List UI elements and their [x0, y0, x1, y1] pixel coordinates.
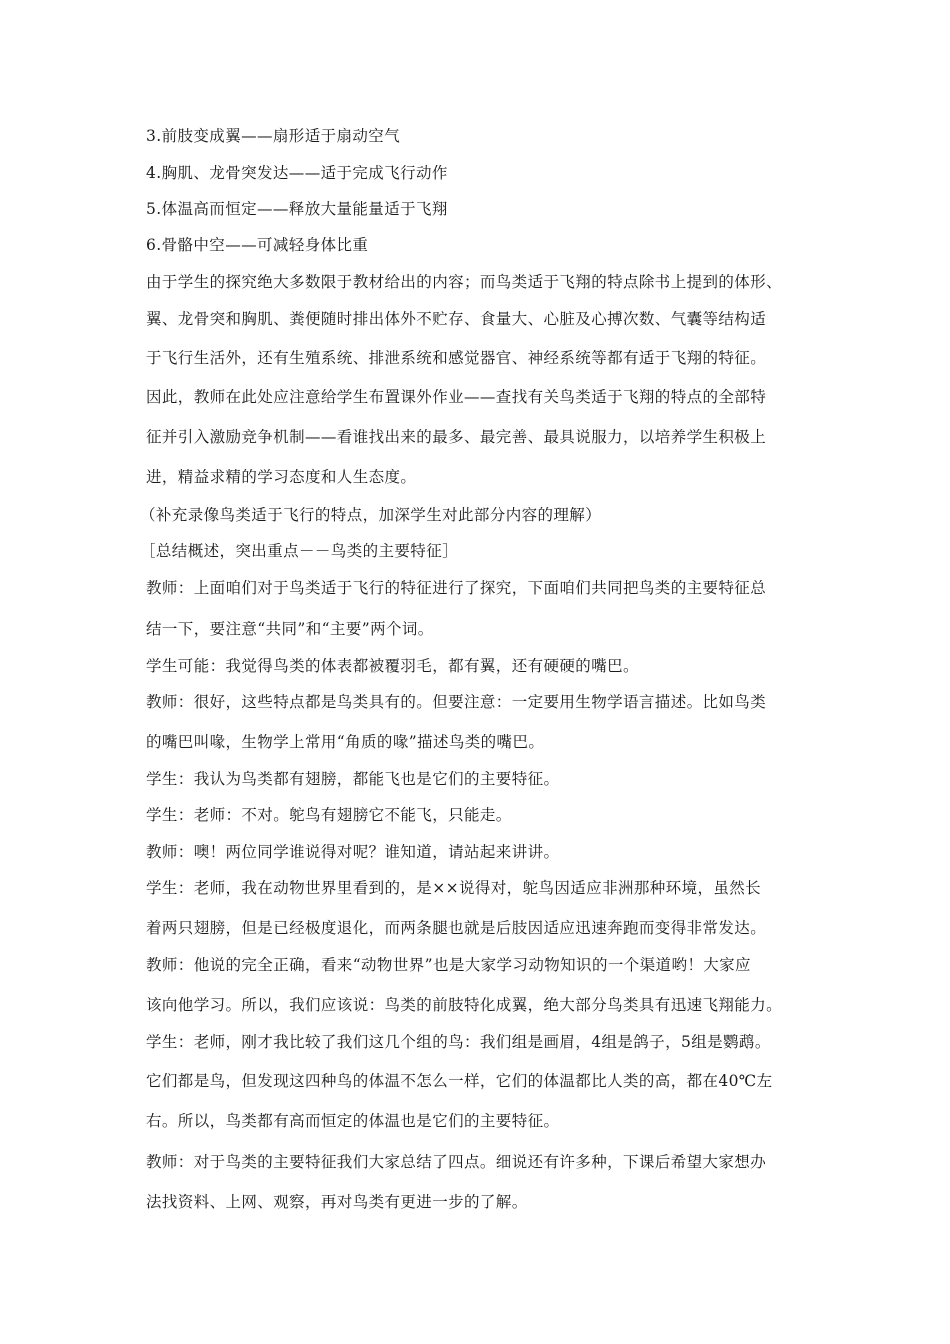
dialogue-line: 结一下，要注意“共同”和“主要”两个词。 — [146, 620, 434, 638]
dialogue-line: 着两只翅膀，但是已经极度退化，而两条腿也就是后肢因适应迅速奔跑而变得非常发达。 — [146, 919, 767, 937]
paragraph-line: 于飞行生活外，还有生殖系统、排泄系统和感觉器官、神经系统等都有适于飞翔的特征。 — [146, 349, 767, 367]
list-item-5: 5.体温高而恒定——释放大量能量适于飞翔 — [146, 200, 448, 218]
dialogue-line: 它们都是鸟，但发现这四种鸟的体温不怎么一样，它们的体温都比人类的高，都在40℃左 — [146, 1072, 773, 1090]
paragraph-line: 因此，教师在此处应注意给学生布置课外作业——查找有关鸟类适于飞翔的特点的全部特 — [146, 388, 767, 406]
note-line: （补充录像鸟类适于飞行的特点，加深学生对此部分内容的理解） — [140, 506, 602, 524]
paragraph-line: 征并引入激励竞争机制——看谁找出来的最多、最完善、最具说服力，以培养学生积极上 — [146, 428, 767, 446]
dialogue-line: 该向他学习。所以，我们应该说：鸟类的前肢特化成翼，绝大部分鸟类具有迅速飞翔能力。 — [146, 996, 783, 1014]
dialogue-line: 教师：对于鸟类的主要特征我们大家总结了四点。细说还有许多种，下课后希望大家想办 — [146, 1153, 767, 1171]
dialogue-line: 学生：老师，刚才我比较了我们这几个组的鸟：我们组是画眉，4组是鸽子，5组是鹦鹉。 — [146, 1033, 771, 1051]
paragraph-line: 翼、龙骨突和胸肌、粪便随时排出体外不贮存、食量大、心脏及心搏次数、气囊等结构适 — [146, 310, 767, 328]
dialogue-line: 教师：很好，这些特点都是鸟类具有的。但要注意：一定要用生物学语言描述。比如鸟类 — [146, 693, 767, 711]
dialogue-line: 教师：他说的完全正确，看来“动物世界”也是大家学习动物知识的一个渠道哟！大家应 — [146, 956, 751, 974]
dialogue-line: 教师：噢！两位同学谁说得对呢？谁知道，请站起来讲讲。 — [146, 843, 560, 861]
dialogue-line: 学生可能：我觉得鸟类的体表都被覆羽毛，都有翼，还有硬硬的嘴巴。 — [146, 657, 639, 675]
dialogue-line: 的嘴巴叫喙，生物学上常用“角质的喙”描述鸟类的嘴巴。 — [146, 733, 545, 751]
paragraph-line: 由于学生的探究绝大多数限于教材给出的内容；而鸟类适于飞翔的特点除书上提到的体形、 — [146, 273, 783, 291]
section-heading: ［总结概述，突出重点－－鸟类的主要特征］ — [140, 542, 459, 560]
dialogue-line: 学生：老师：不对。鸵鸟有翅膀它不能飞，只能走。 — [146, 806, 512, 824]
list-item-6: 6.骨骼中空——可减轻身体比重 — [146, 236, 369, 254]
dialogue-line: 右。所以，鸟类都有高而恒定的体温也是它们的主要特征。 — [146, 1112, 560, 1130]
dialogue-line: 法找资料、上网、观察，再对鸟类有更进一步的了解。 — [146, 1193, 528, 1211]
paragraph-line: 进，精益求精的学习态度和人生态度。 — [146, 468, 417, 486]
dialogue-line: 学生：我认为鸟类都有翅膀，都能飞也是它们的主要特征。 — [146, 770, 560, 788]
dialogue-line: 教师：上面咱们对于鸟类适于飞行的特征进行了探究，下面咱们共同把鸟类的主要特征总 — [146, 579, 767, 597]
dialogue-line: 学生：老师，我在动物世界里看到的，是××说得对，鸵鸟因适应非洲那种环境，虽然长 — [146, 879, 762, 897]
list-item-3: 3.前肢变成翼——扇形适于扇动空气 — [146, 127, 401, 145]
list-item-4: 4.胸肌、龙骨突发达——适于完成飞行动作 — [146, 164, 448, 182]
